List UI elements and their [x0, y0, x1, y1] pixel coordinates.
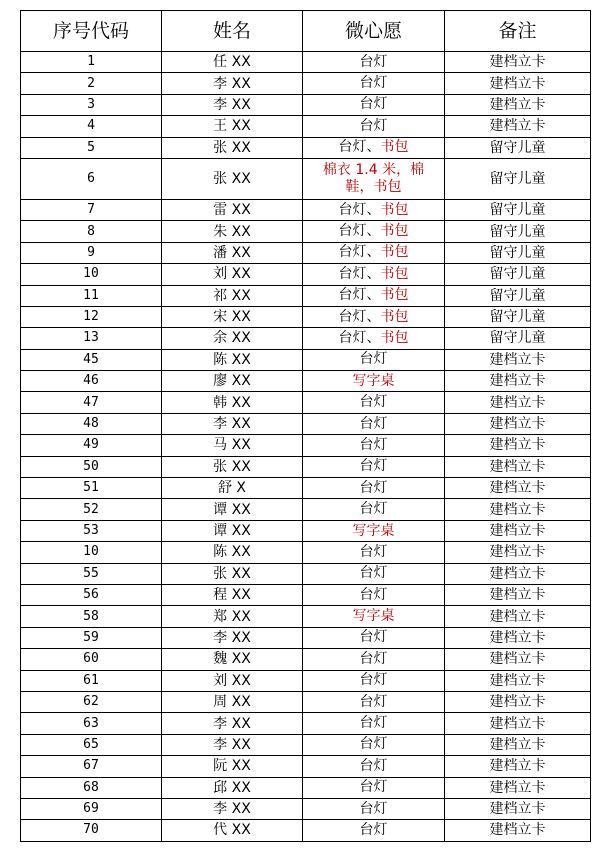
wish-item-highlighted: 书包 — [380, 139, 409, 156]
cell-name: 魏 XX — [162, 649, 303, 670]
wish-text — [353, 373, 395, 389]
wish-text — [339, 244, 409, 260]
table-row — [21, 221, 591, 242]
cell-wish — [303, 435, 445, 456]
table-row — [21, 777, 591, 798]
cell-wish — [303, 734, 445, 755]
table-row — [21, 520, 591, 541]
table-row — [21, 627, 591, 648]
header-code: 序号代码 — [21, 11, 162, 52]
cell-wish — [303, 627, 445, 648]
cell-wish — [303, 820, 445, 841]
cell-wish — [303, 349, 445, 370]
wish-item: 台灯 — [359, 351, 388, 368]
cell-wish — [303, 649, 445, 670]
wish-item: 台灯 — [359, 117, 388, 134]
wish-item: 台灯、 — [338, 244, 381, 261]
cell-wish — [303, 285, 445, 306]
cell-note: 建档立卡 — [445, 456, 591, 477]
wish-text — [360, 758, 388, 774]
table-row — [21, 137, 591, 158]
cell-code: 45 — [21, 349, 162, 370]
cell-code: 68 — [21, 777, 162, 798]
cell-wish — [303, 73, 445, 94]
cell-name: 舒 X — [162, 478, 303, 499]
wish-text — [339, 266, 409, 282]
wish-item-highlighted: 书包 — [380, 201, 409, 218]
cell-code: 56 — [21, 584, 162, 605]
cell-name: 雷 XX — [162, 199, 303, 220]
wish-item: 台灯 — [359, 394, 388, 411]
table-row — [21, 285, 591, 306]
table-row — [21, 306, 591, 327]
wish-item: 台灯 — [359, 629, 388, 646]
table-row — [21, 116, 591, 137]
wish-text — [360, 394, 388, 410]
cell-note: 建档立卡 — [445, 413, 591, 434]
wish-item-highlighted: 写字桌 — [352, 372, 395, 389]
cell-wish — [303, 137, 445, 158]
cell-code: 4 — [21, 116, 162, 137]
cell-name: 李 XX — [162, 73, 303, 94]
wish-text — [360, 736, 388, 752]
wish-item: 台灯、 — [338, 223, 381, 240]
wish-text — [360, 587, 388, 603]
cell-name: 刘 XX — [162, 264, 303, 285]
cell-wish — [303, 499, 445, 520]
cell-code: 59 — [21, 627, 162, 648]
cell-code: 2 — [21, 73, 162, 94]
wish-text — [353, 523, 395, 539]
cell-code: 8 — [21, 221, 162, 242]
document-page — [20, 10, 590, 842]
cell-name: 李 XX — [162, 627, 303, 648]
table-row — [21, 606, 591, 627]
wish-text — [360, 351, 388, 367]
table-body — [21, 52, 591, 842]
wish-text — [353, 608, 395, 624]
cell-note: 建档立卡 — [445, 777, 591, 798]
cell-wish — [303, 584, 445, 605]
cell-code: 3 — [21, 94, 162, 115]
cell-code: 58 — [21, 606, 162, 627]
cell-wish — [303, 264, 445, 285]
wish-item: 台灯、 — [338, 139, 381, 156]
cell-note: 留守儿童 — [445, 137, 591, 158]
cell-code: 67 — [21, 756, 162, 777]
wish-text — [360, 544, 388, 560]
table-row — [21, 478, 591, 499]
table-row — [21, 94, 591, 115]
cell-note: 建档立卡 — [445, 734, 591, 755]
wish-item-highlighted: 书包 — [380, 329, 409, 346]
cell-code: 49 — [21, 435, 162, 456]
cell-name: 谭 XX — [162, 520, 303, 541]
cell-wish — [303, 542, 445, 563]
cell-name: 代 XX — [162, 820, 303, 841]
cell-wish — [303, 221, 445, 242]
wish-item-highlighted: 写字桌 — [352, 608, 395, 625]
cell-note: 留守儿童 — [445, 328, 591, 349]
wish-item: 台灯 — [359, 565, 388, 582]
wish-text — [360, 501, 388, 517]
wish-text — [360, 715, 388, 731]
wish-item: 台灯 — [359, 757, 388, 774]
wish-text — [360, 651, 388, 667]
cell-wish — [303, 520, 445, 541]
cell-name: 邱 XX — [162, 777, 303, 798]
wish-item-highlighted: 写字桌 — [352, 522, 395, 539]
cell-name: 张 XX — [162, 158, 303, 199]
cell-name: 张 XX — [162, 137, 303, 158]
cell-note: 建档立卡 — [445, 606, 591, 627]
cell-name: 朱 XX — [162, 221, 303, 242]
wish-item-highlighted: 书包 — [380, 244, 409, 261]
wish-item: 台灯 — [359, 672, 388, 689]
cell-code: 1 — [21, 52, 162, 73]
cell-name: 余 XX — [162, 328, 303, 349]
wish-item: 台灯 — [359, 458, 388, 475]
cell-name: 李 XX — [162, 713, 303, 734]
wish-text — [360, 118, 388, 134]
table-row — [21, 52, 591, 73]
cell-name: 王 XX — [162, 116, 303, 137]
table-row — [21, 371, 591, 392]
wish-text — [360, 458, 388, 474]
cell-code: 70 — [21, 820, 162, 841]
cell-code: 10 — [21, 542, 162, 563]
wish-text — [360, 416, 388, 432]
cell-name: 阮 XX — [162, 756, 303, 777]
cell-wish — [303, 199, 445, 220]
cell-note: 建档立卡 — [445, 542, 591, 563]
wish-text — [339, 287, 409, 303]
table-row — [21, 242, 591, 263]
cell-wish — [303, 306, 445, 327]
cell-name: 张 XX — [162, 456, 303, 477]
cell-code: 12 — [21, 306, 162, 327]
wish-text — [339, 330, 409, 346]
wish-item: 台灯 — [359, 96, 388, 113]
wish-item: 台灯 — [359, 436, 388, 453]
cell-name: 李 XX — [162, 413, 303, 434]
cell-note: 留守儿童 — [445, 199, 591, 220]
wish-item: 台灯 — [359, 415, 388, 432]
cell-code: 50 — [21, 456, 162, 477]
wish-item: 台灯、 — [338, 308, 381, 325]
cell-note: 建档立卡 — [445, 563, 591, 584]
wish-text — [360, 629, 388, 645]
table-row — [21, 199, 591, 220]
cell-wish — [303, 242, 445, 263]
cell-name: 宋 XX — [162, 306, 303, 327]
cell-wish — [303, 94, 445, 115]
cell-wish — [303, 413, 445, 434]
cell-name: 程 XX — [162, 584, 303, 605]
cell-note: 留守儿童 — [445, 285, 591, 306]
wish-text — [360, 565, 388, 581]
wish-text — [360, 694, 388, 710]
wish-item: 台灯、 — [338, 265, 381, 282]
cell-note: 留守儿童 — [445, 221, 591, 242]
table-row — [21, 542, 591, 563]
cell-name: 潘 XX — [162, 242, 303, 263]
cell-note: 建档立卡 — [445, 820, 591, 841]
table-row — [21, 328, 591, 349]
cell-wish — [303, 606, 445, 627]
cell-wish — [303, 328, 445, 349]
cell-note: 建档立卡 — [445, 798, 591, 819]
wish-item-highlighted: 书包 — [380, 308, 409, 325]
cell-note: 建档立卡 — [445, 371, 591, 392]
table-row — [21, 499, 591, 520]
table-header-row — [21, 11, 591, 52]
cell-code: 10 — [21, 264, 162, 285]
cell-note: 建档立卡 — [445, 756, 591, 777]
wish-text — [360, 822, 388, 838]
wish-text — [360, 437, 388, 453]
wish-table — [20, 10, 591, 842]
cell-note: 留守儿童 — [445, 264, 591, 285]
cell-name: 廖 XX — [162, 371, 303, 392]
cell-code: 5 — [21, 137, 162, 158]
cell-wish — [303, 563, 445, 584]
cell-code: 48 — [21, 413, 162, 434]
wish-text — [339, 223, 409, 239]
cell-name: 任 XX — [162, 52, 303, 73]
wish-text — [303, 162, 444, 196]
cell-note: 留守儿童 — [445, 242, 591, 263]
header-note: 备注 — [445, 11, 591, 52]
wish-text — [360, 480, 388, 496]
wish-item: 台灯 — [359, 693, 388, 710]
cell-code: 7 — [21, 199, 162, 220]
wish-text — [360, 54, 388, 70]
cell-code: 69 — [21, 798, 162, 819]
cell-wish — [303, 756, 445, 777]
cell-note: 建档立卡 — [445, 94, 591, 115]
wish-item: 台灯 — [359, 586, 388, 603]
wish-item: 台灯 — [359, 779, 388, 796]
cell-wish — [303, 691, 445, 712]
table-row — [21, 435, 591, 456]
cell-code: 9 — [21, 242, 162, 263]
cell-code: 13 — [21, 328, 162, 349]
wish-text — [339, 202, 409, 218]
table-row — [21, 584, 591, 605]
cell-code: 52 — [21, 499, 162, 520]
cell-name: 马 XX — [162, 435, 303, 456]
wish-item: 台灯 — [359, 821, 388, 838]
wish-item: 台灯 — [359, 53, 388, 70]
cell-code: 65 — [21, 734, 162, 755]
table-row — [21, 691, 591, 712]
cell-wish — [303, 52, 445, 73]
cell-name: 谭 XX — [162, 499, 303, 520]
table-row — [21, 349, 591, 370]
wish-item: 台灯、 — [338, 329, 381, 346]
wish-text — [360, 96, 388, 112]
cell-code: 60 — [21, 649, 162, 670]
table-row — [21, 649, 591, 670]
cell-wish — [303, 371, 445, 392]
cell-note: 留守儿童 — [445, 306, 591, 327]
cell-wish — [303, 713, 445, 734]
wish-item: 台灯 — [359, 75, 388, 92]
cell-note: 建档立卡 — [445, 435, 591, 456]
table-row — [21, 734, 591, 755]
header-name: 姓名 — [162, 11, 303, 52]
cell-code: 61 — [21, 670, 162, 691]
wish-item: 台灯 — [359, 501, 388, 518]
cell-wish — [303, 116, 445, 137]
cell-code: 53 — [21, 520, 162, 541]
cell-name: 陈 XX — [162, 542, 303, 563]
cell-code: 46 — [21, 371, 162, 392]
table-row — [21, 73, 591, 94]
wish-item-highlighted: 书包 — [380, 287, 409, 304]
wish-text — [339, 309, 409, 325]
wish-text — [360, 75, 388, 91]
cell-name: 张 XX — [162, 563, 303, 584]
cell-code: 11 — [21, 285, 162, 306]
cell-note: 建档立卡 — [445, 670, 591, 691]
cell-note: 建档立卡 — [445, 649, 591, 670]
cell-note: 建档立卡 — [445, 73, 591, 94]
cell-name: 郑 XX — [162, 606, 303, 627]
cell-note: 建档立卡 — [445, 584, 591, 605]
wish-item: 台灯、 — [338, 201, 381, 218]
cell-name: 李 XX — [162, 734, 303, 755]
cell-code: 63 — [21, 713, 162, 734]
cell-wish — [303, 392, 445, 413]
table-row — [21, 670, 591, 691]
table-row — [21, 392, 591, 413]
cell-note: 建档立卡 — [445, 691, 591, 712]
wish-item: 台灯 — [359, 736, 388, 753]
cell-wish — [303, 798, 445, 819]
wish-item: 台灯 — [359, 479, 388, 496]
table-row — [21, 820, 591, 841]
cell-name: 陈 XX — [162, 349, 303, 370]
cell-code: 62 — [21, 691, 162, 712]
cell-note: 留守儿童 — [445, 158, 591, 199]
wish-text — [360, 779, 388, 795]
cell-note: 建档立卡 — [445, 627, 591, 648]
wish-text — [360, 672, 388, 688]
cell-name: 李 XX — [162, 798, 303, 819]
cell-note: 建档立卡 — [445, 520, 591, 541]
cell-name: 祁 XX — [162, 285, 303, 306]
wish-text — [360, 801, 388, 817]
cell-wish — [303, 670, 445, 691]
wish-item-highlighted: 棉衣 1.4 米，棉鞋，书包 — [322, 161, 425, 195]
cell-name: 周 XX — [162, 691, 303, 712]
cell-note: 建档立卡 — [445, 499, 591, 520]
wish-item: 台灯 — [359, 715, 388, 732]
table-row — [21, 563, 591, 584]
cell-code: 6 — [21, 158, 162, 199]
cell-name: 刘 XX — [162, 670, 303, 691]
cell-note: 建档立卡 — [445, 116, 591, 137]
table-row — [21, 713, 591, 734]
cell-wish — [303, 456, 445, 477]
cell-note: 建档立卡 — [445, 392, 591, 413]
wish-text — [339, 139, 409, 155]
header-wish: 微心愿 — [303, 11, 445, 52]
cell-note: 建档立卡 — [445, 349, 591, 370]
cell-wish — [303, 777, 445, 798]
wish-item: 台灯、 — [338, 287, 381, 304]
table-row — [21, 413, 591, 434]
wish-item: 台灯 — [359, 800, 388, 817]
table-row — [21, 158, 591, 199]
cell-note: 建档立卡 — [445, 478, 591, 499]
cell-name: 李 XX — [162, 94, 303, 115]
table-row — [21, 756, 591, 777]
cell-code: 51 — [21, 478, 162, 499]
cell-code: 47 — [21, 392, 162, 413]
table-row — [21, 456, 591, 477]
cell-note: 建档立卡 — [445, 52, 591, 73]
cell-wish — [303, 158, 445, 199]
cell-code: 55 — [21, 563, 162, 584]
cell-note: 建档立卡 — [445, 713, 591, 734]
table-row — [21, 264, 591, 285]
wish-item: 台灯 — [359, 650, 388, 667]
cell-wish — [303, 478, 445, 499]
wish-item: 台灯 — [359, 543, 388, 560]
wish-item-highlighted: 书包 — [380, 223, 409, 240]
cell-name: 韩 XX — [162, 392, 303, 413]
wish-item-highlighted: 书包 — [380, 265, 409, 282]
table-row — [21, 798, 591, 819]
